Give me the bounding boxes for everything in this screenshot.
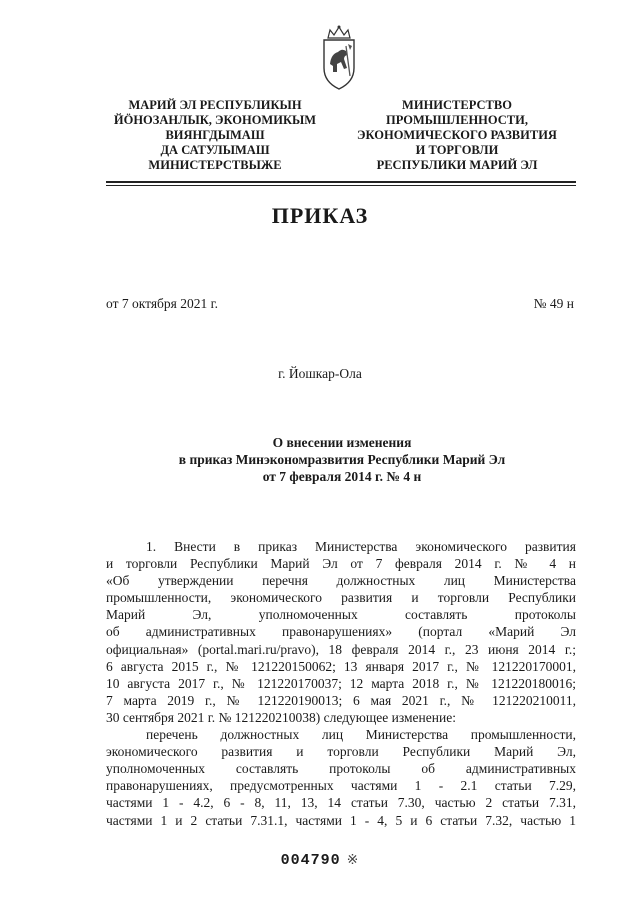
body-line: «Об утверждении перечня должностных лиц Министерства — [106, 573, 576, 589]
header-right-line: МИНИСТЕРСТВО — [402, 98, 512, 112]
header-divider — [106, 181, 576, 183]
body-line: частями 1 - 4.2, 6 - 8, 11, 13, 14 статьи 7.30, частью 2 статьи 7.31, — [106, 795, 576, 811]
document-number: № 49 н — [533, 296, 574, 311]
header-divider-thin — [106, 185, 576, 186]
body-line: официальная» (portal.mari.ru/pravo), 18 февраля 2014 г., 23 июня 2014 г.; — [106, 641, 576, 657]
body-line: промышленности, экономического развития и торговли Республики — [106, 590, 576, 606]
header-right-line: ПРОМЫШЛЕННОСТИ, — [386, 113, 528, 127]
header-right-line: ЭКОНОМИЧЕСКОГО РАЗВИТИЯ — [357, 128, 557, 142]
body-line: перечень должностных лиц Министерства промышленности, — [146, 727, 576, 743]
subject-line: от 7 февраля 2014 г. № 4 н — [262, 469, 422, 484]
document-type-title: ПРИКАЗ — [271, 203, 369, 228]
document-city: г. Йошкар-Ола — [278, 366, 362, 381]
serial-number-text: 004790 — [280, 852, 341, 869]
header-left-line: ДА САТУЛЫМАШ — [160, 143, 270, 157]
body-line: 1. Внести в приказ Министерства экономического развития — [146, 539, 576, 554]
header-right-line: И ТОРГОВЛИ — [415, 143, 499, 157]
body-line: частями 1 и 2 статьи 7.31.1, частями 1 - 4, 5 и 6 статьи 7.32, частью 1 — [106, 812, 576, 828]
body-line: уполномоченных составлять протоколы об административных — [106, 761, 576, 777]
header-right-line: РЕСПУБЛИКИ МАРИЙ ЭЛ — [376, 158, 538, 172]
body-line: и торговли Республики Марий Эл от 7 февраля 2014 г. № 4 н — [106, 556, 576, 572]
body-line: 30 сентября 2021 г. № 121220210038) следующее изменение: — [106, 709, 456, 725]
header-left-line: ЙӦНОЗАНЛЫК, ЭКОНОМИКЫМ — [113, 113, 317, 127]
body-line: 7 марта 2019 г., № 121220190013; 6 мая 2021 г., № 121220210011, — [106, 692, 576, 708]
header-left-line: ВИЯНГДЫМАШ — [165, 128, 265, 142]
header-left-block — [110, 98, 320, 173]
body-line: 10 августа 2017 г., № 121220170037; 12 марта 2018 г., № 121220180016; — [106, 675, 576, 691]
header-left-line: МИНИСТЕРСТВЫЖЕ — [148, 158, 282, 172]
serial-number — [0, 852, 640, 869]
coat-of-arms-icon — [316, 24, 362, 92]
body-line: Марий Эл, уполномоченных составлять протоколы — [106, 607, 576, 623]
document-date: от 7 октября 2021 г. — [106, 296, 219, 311]
body-line: об административных правонарушениях» (портал «Марий Эл — [106, 624, 576, 640]
document-subject — [110, 434, 574, 485]
body-line: 6 августа 2015 г., № 121220150062; 13 января 2017 г., № 121220170001, — [106, 658, 576, 674]
serial-mark: ※ — [346, 853, 360, 869]
subject-line: О внесении изменения — [272, 435, 412, 450]
header-left-line: МАРИЙ ЭЛ РЕСПУБЛИКЫН — [128, 98, 302, 112]
header-right-block — [340, 98, 574, 173]
body-line: экономического развития и торговли Республики Марий Эл, — [106, 744, 576, 760]
body-line: правонарушениях, предусмотренных частями 1 - 2.1 статьи 7.29, — [106, 778, 576, 794]
document-body — [106, 538, 576, 829]
subject-line: в приказ Минэкономразвития Республики Марий Эл — [178, 452, 506, 467]
